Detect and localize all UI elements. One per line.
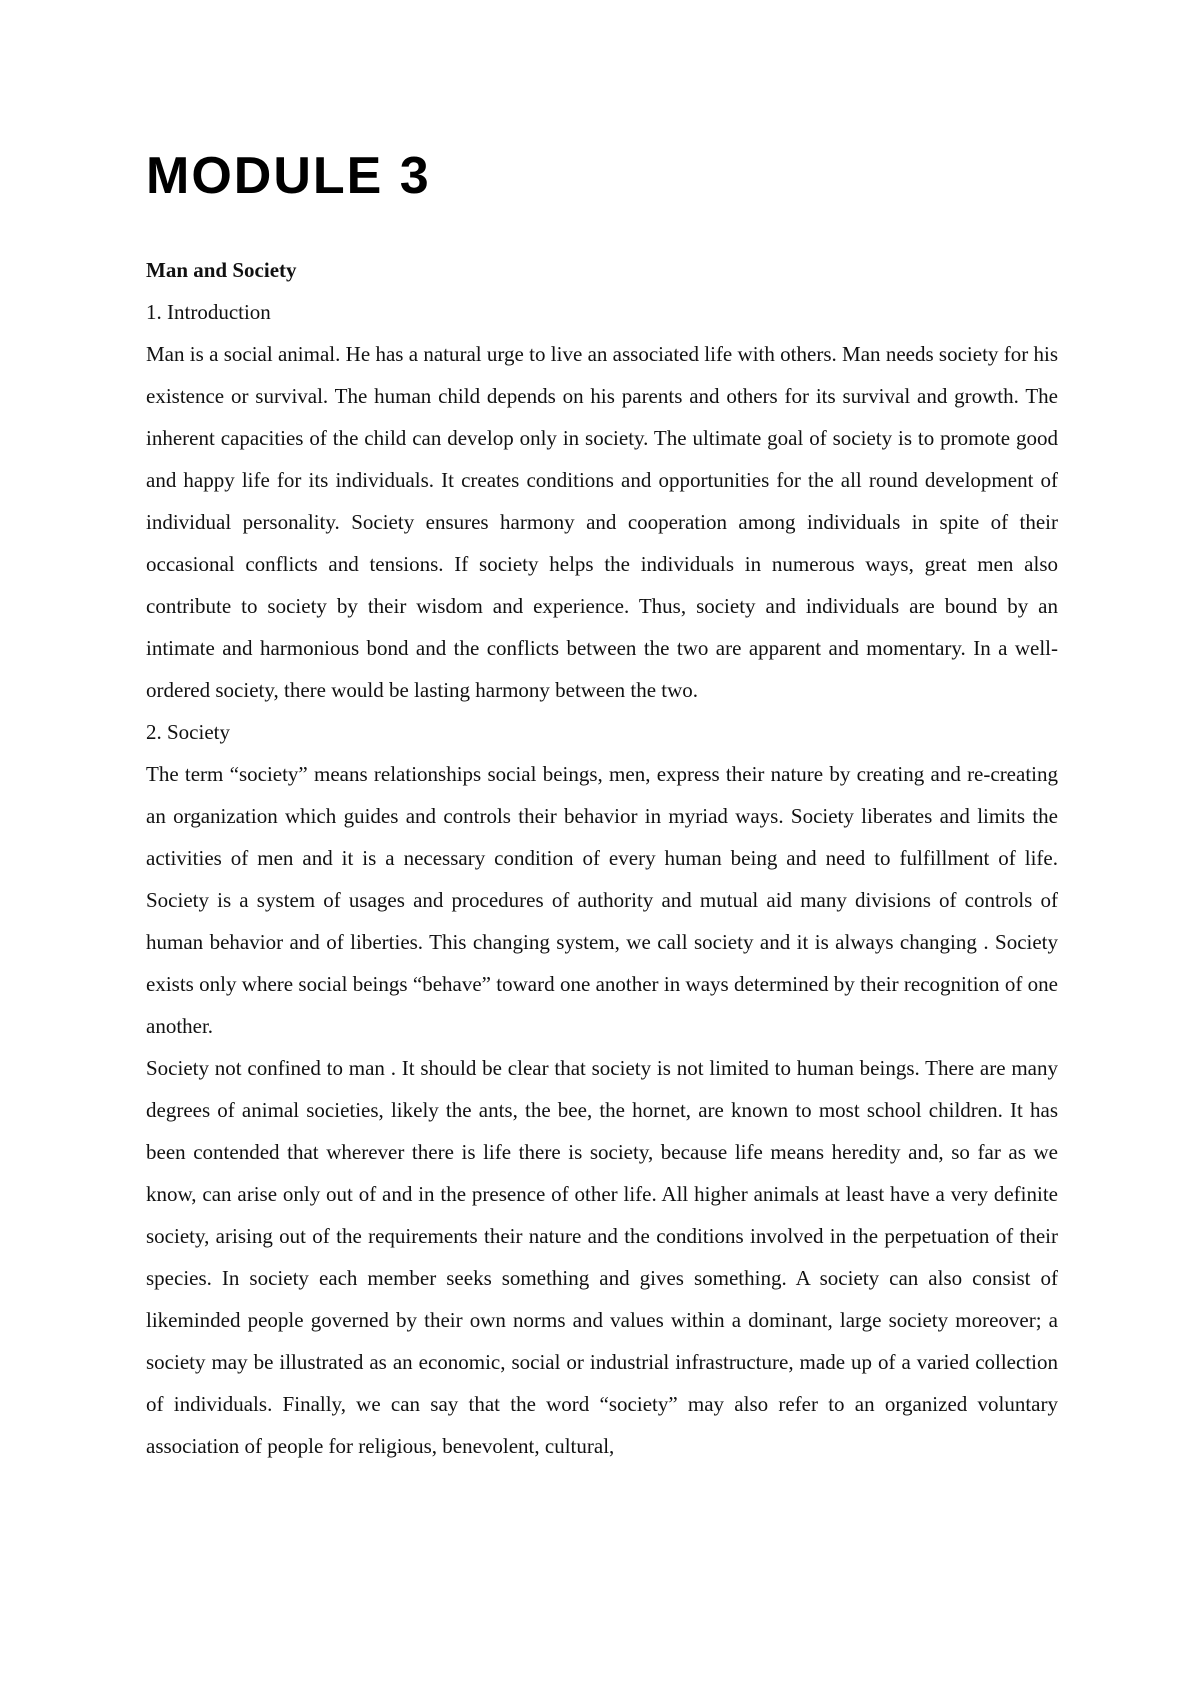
section-heading-society: 2. Society <box>146 720 230 744</box>
paragraph-society-not-confined: Society not confined to man . It should be clear that society is not limited to human beings. There are many degrees of animal societies, likely the ants, the bee, the hornet, are known to most school children. It has been contended that wherever there is life there is society, because life means heredity and, so far as we know, can arise only out of and in the presence of other life. All higher animals at least have a very definite society, arising out of the requirements their nature and the conditions involved in the perpetuation of their species. In society each member seeks something and gives something. A society can also consist of likeminded people governed by their own norms and values within a dominant, large society moreover; a society may be illustrated as an economic, social or industrial infrastructure, made up of a varied collection of individuals. Finally, we can say that the word “society” may also refer to an organized voluntary association of people for religious, benevolent, cultural, <box>146 1056 1058 1458</box>
module-title: MODULE 3 <box>146 147 431 205</box>
paragraph-introduction: Man is a social animal. He has a natural urge to live an associated life with others. Man needs society for his existence or survival. The human child depends on his parents and others for its survival and growth. The inherent capacities of the child can develop only in society. The ultimate goal of society is to promote good and happy life for its individuals. It creates conditions and opportunities for the all round development of individual personality. Society ensures harmony and cooperation among individuals in spite of their occasional conflicts and tensions. If society helps the individuals in numerous ways, great men also contribute to society by their wisdom and experience. Thus, society and individuals are bound by an intimate and harmonious bond and the conflicts between the two are apparent and momentary. In a well-ordered society, there would be lasting harmony between the two. <box>146 342 1058 702</box>
paragraph-society-definition: The term “society” means relationships social beings, men, express their nature by creating and re-creating an organization which guides and controls their behavior in myriad ways. Society liberates and limits the activities of men and it is a necessary condition of every human being and need to fulfillment of life. Society is a system of usages and procedures of authority and mutual aid many divisions of controls of human behavior and of liberties. This changing system, we call society and it is always changing . Society exists only where social beings “behave” toward one another in ways determined by their recognition of one another. <box>146 762 1058 1038</box>
section-introduction <box>146 291 1058 711</box>
section-heading-introduction: 1. Introduction <box>146 300 271 324</box>
document-subtitle: Man and Society <box>146 258 297 282</box>
section-society <box>146 711 1058 1467</box>
